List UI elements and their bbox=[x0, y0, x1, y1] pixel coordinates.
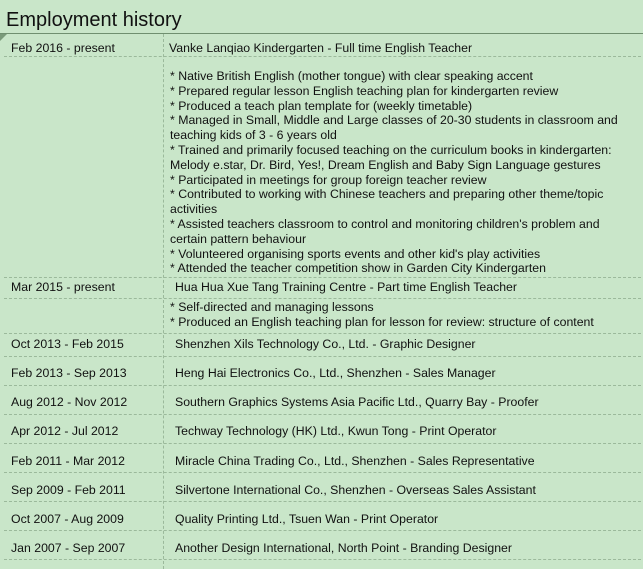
job-description: Silvertone International Co., Shenzhen - Overseas Sales Assistant bbox=[175, 483, 536, 497]
duty-line: * Self-directed and managing lessons bbox=[170, 300, 374, 314]
duty-line: * Managed in Small, Middle and Large classes of 20-30 students in classroom and bbox=[170, 113, 618, 128]
duty-line: * Attended the teacher competition show in Garden City Kindergarten bbox=[170, 261, 546, 276]
job-duties-list bbox=[170, 69, 640, 276]
job-description: Hua Hua Xue Tang Training Centre - Part time English Teacher bbox=[175, 280, 517, 294]
duty-line: * Produced an English teaching plan for lesson for review: structure of content bbox=[170, 314, 594, 329]
duty-line: teaching kids of 3 - 6 years old bbox=[170, 128, 337, 143]
job-dates: Aug 2012 - Nov 2012 bbox=[11, 395, 128, 409]
row-separator bbox=[4, 501, 641, 502]
job-dates: Jan 2007 - Sep 2007 bbox=[11, 541, 126, 555]
job-description: Miracle China Trading Co., Ltd., Shenzhen - Sales Representative bbox=[175, 454, 535, 468]
duty-line: * Volunteered organising sports events and other kid's play activities bbox=[170, 246, 541, 261]
job-description: Another Design International, North Point - Branding Designer bbox=[175, 541, 512, 555]
job-description: Southern Graphics Systems Asia Pacific Ltd., Quarry Bay - Proofer bbox=[175, 395, 539, 409]
job-description: Quality Printing Ltd., Tsuen Wan - Print Operator bbox=[175, 512, 439, 526]
duty-line: Melody e.star, Dr. Bird, Yes!, Dream English and Baby Sign Language gestures bbox=[170, 157, 601, 172]
corner-marker-icon bbox=[0, 34, 7, 41]
job-dates: Oct 2007 - Aug 2009 bbox=[11, 512, 124, 526]
duty-line: * Native British English (mother tongue) with clear speaking accent bbox=[170, 69, 533, 83]
job-description: Techway Technology (HK) Ltd., Kwun Tong - Print Operator bbox=[175, 424, 497, 438]
job-dates: Feb 2016 - present bbox=[11, 41, 115, 55]
row-separator bbox=[4, 559, 641, 560]
title-divider bbox=[0, 33, 643, 34]
row-separator bbox=[4, 443, 641, 444]
duty-line: * Contributed to working with Chinese teachers and preparing other theme/topic bbox=[170, 187, 604, 202]
row-separator bbox=[4, 56, 641, 57]
row-separator bbox=[4, 356, 641, 357]
row-separator bbox=[4, 298, 641, 299]
duty-line: certain pattern behaviour bbox=[170, 231, 307, 246]
duty-line: * Prepared regular lesson English teaching plan for kindergarten review bbox=[170, 83, 559, 98]
duty-line: activities bbox=[170, 202, 218, 217]
column-divider bbox=[163, 34, 164, 569]
row-separator bbox=[4, 333, 641, 334]
job-dates: Feb 2013 - Sep 2013 bbox=[11, 366, 127, 380]
job-dates: Oct 2013 - Feb 2015 bbox=[11, 337, 124, 351]
duty-line: * Participated in meetings for group foreign teacher review bbox=[170, 172, 487, 187]
row-separator bbox=[4, 277, 641, 278]
row-separator bbox=[4, 530, 641, 531]
job-dates: Apr 2012 - Jul 2012 bbox=[11, 424, 119, 438]
section-title: Employment history bbox=[6, 9, 182, 31]
row-separator bbox=[4, 414, 641, 415]
row-separator bbox=[4, 385, 641, 386]
row-separator bbox=[4, 472, 641, 473]
job-dates: Mar 2015 - present bbox=[11, 280, 115, 294]
duty-line: * Produced a teach plan template for (weekly timetable) bbox=[170, 98, 473, 113]
duty-line: * Trained and primarily focused teaching on the curriculum books in kindergarten: bbox=[170, 142, 612, 157]
job-dates: Feb 2011 - Mar 2012 bbox=[11, 454, 125, 468]
job-description: Vanke Lanqiao Kindergarten - Full time English Teacher bbox=[169, 41, 473, 55]
job-duties-list bbox=[170, 300, 640, 330]
job-dates: Sep 2009 - Feb 2011 bbox=[11, 483, 126, 497]
duty-line: * Assisted teachers classroom to control and monitoring children's problem and bbox=[170, 216, 600, 231]
job-description: Heng Hai Electronics Co., Ltd., Shenzhen - Sales Manager bbox=[175, 366, 496, 380]
job-description: Shenzhen Xils Technology Co., Ltd. - Graphic Designer bbox=[175, 337, 476, 351]
